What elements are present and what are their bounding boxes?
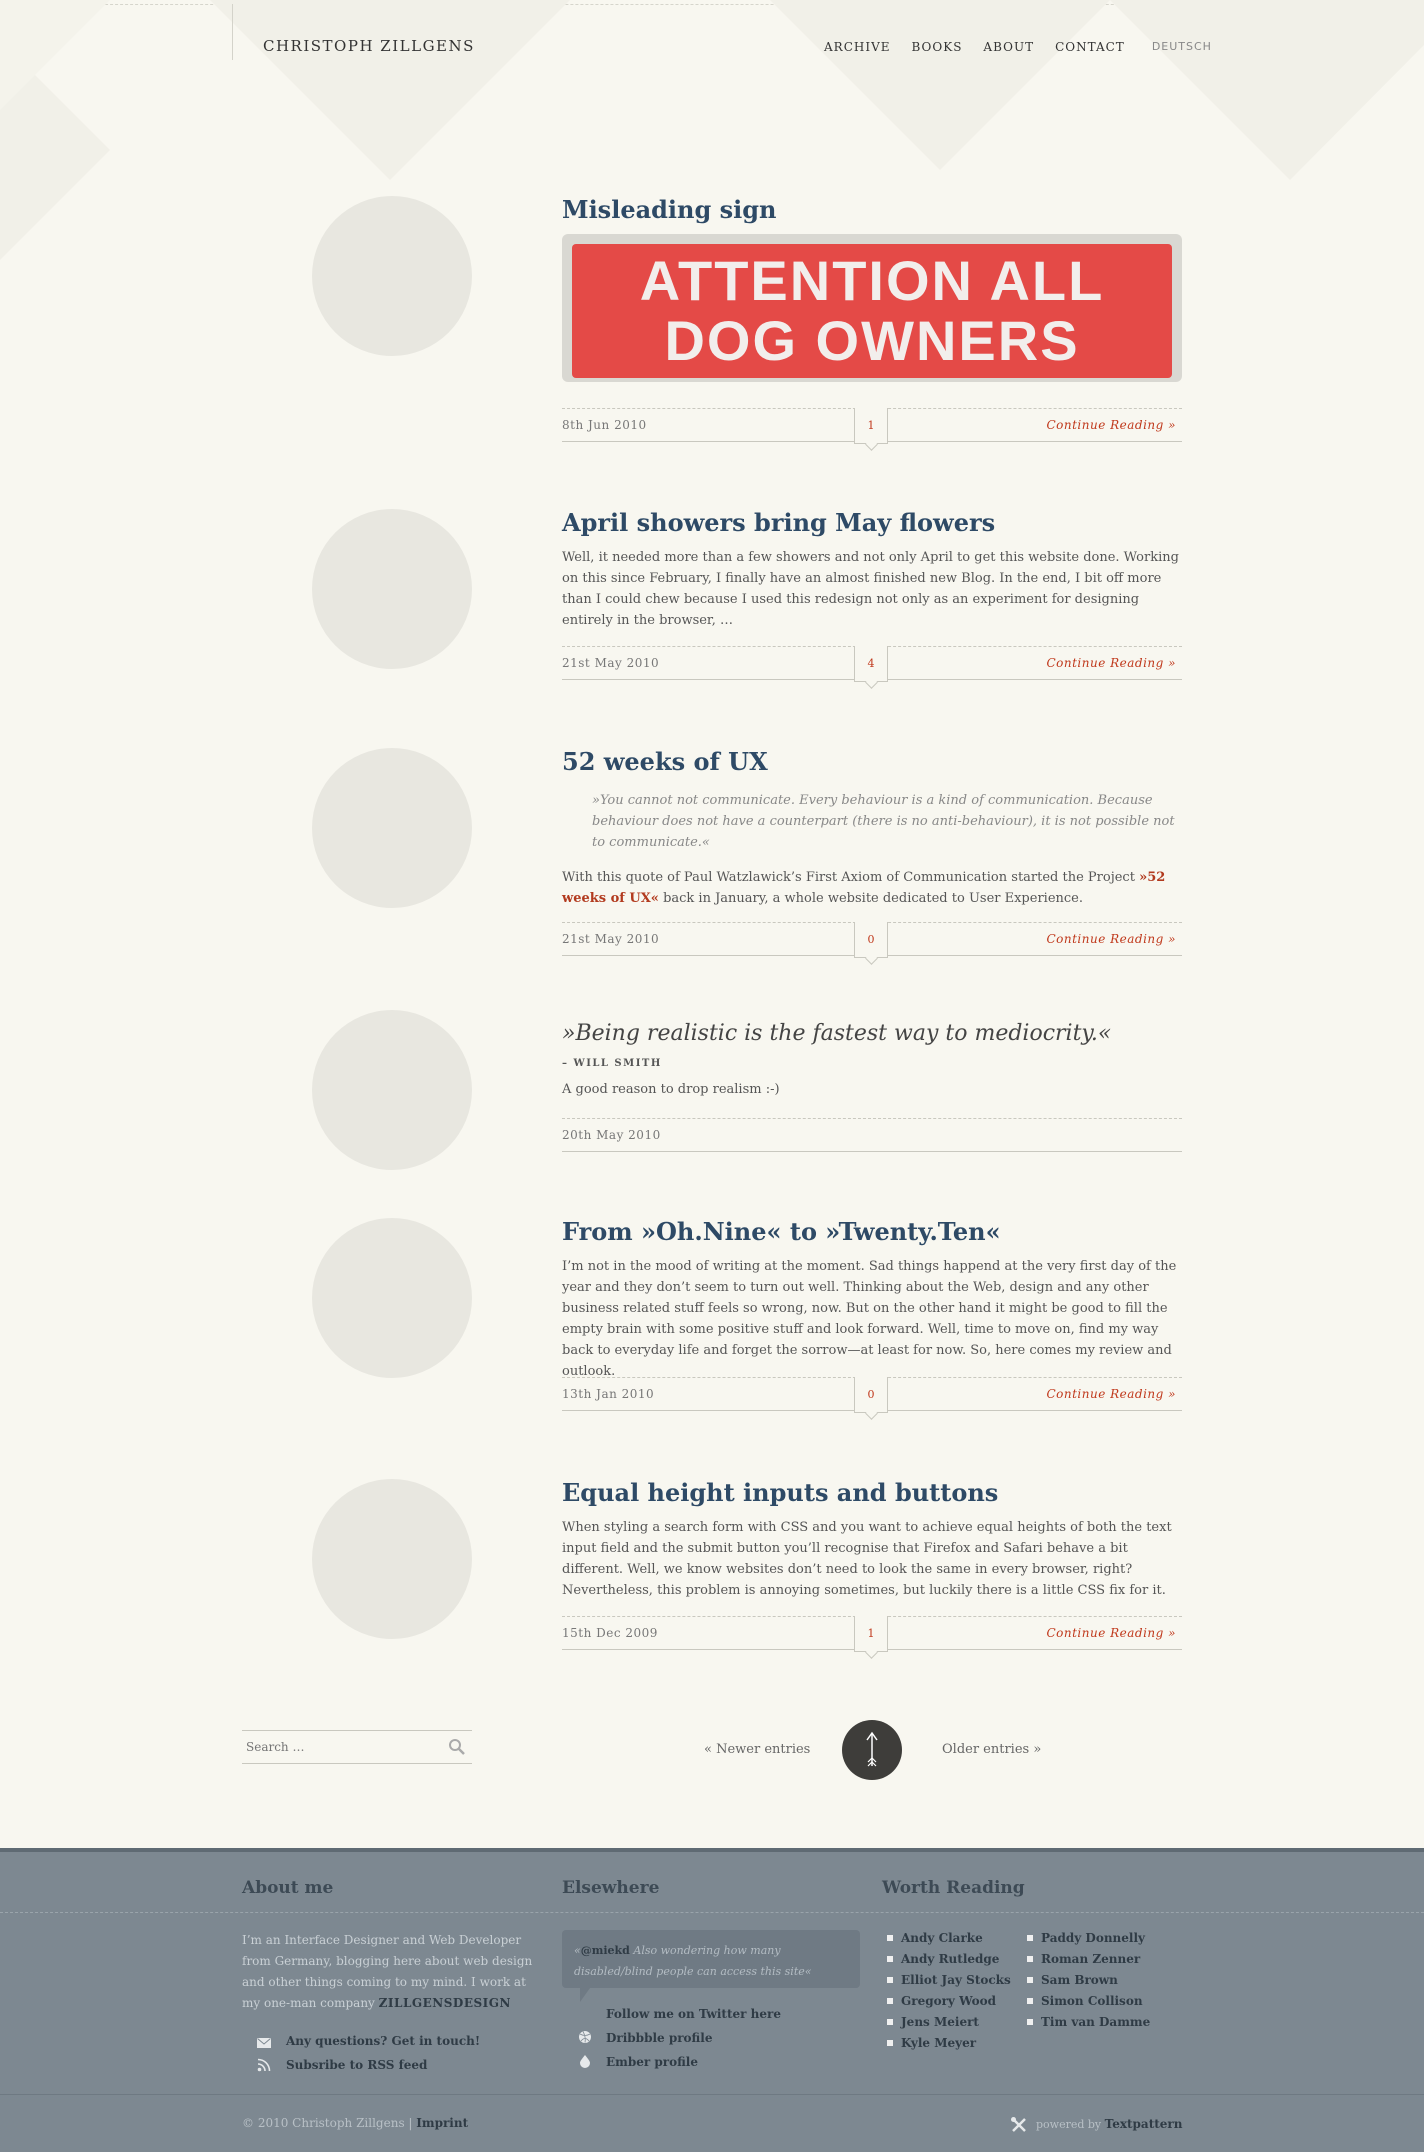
language-switch[interactable]: DEUTSCH: [1151, 40, 1212, 53]
nav-books[interactable]: BOOKS: [911, 40, 963, 54]
main-nav: [824, 40, 1212, 54]
excerpt-text: With this quote of Paul Watzlawick’s First Axiom of Communication started the Project: [562, 870, 1140, 885]
project-link[interactable]: »52 weeks of UX«: [562, 870, 1166, 906]
post-title[interactable]: Misleading sign: [562, 195, 777, 224]
rss-icon: [257, 2058, 271, 2072]
post-52-weeks-of-ux: [562, 746, 1182, 946]
nav-about[interactable]: ABOUT: [983, 40, 1035, 54]
post-title[interactable]: April showers bring May flowers: [562, 508, 996, 537]
reading-link[interactable]: Simon Collison: [1027, 1991, 1143, 2012]
post-meta: [562, 646, 1182, 680]
continue-reading-link[interactable]: Continue Reading »: [1046, 1626, 1176, 1640]
reading-link[interactable]: Andy Rutledge: [887, 1949, 999, 1970]
elsewhere-heading: Elsewhere: [562, 1878, 660, 1898]
post-april-showers: [562, 507, 1182, 670]
post-title[interactable]: »Being realistic is the fastest way to mediocrity.«: [562, 1021, 1112, 1046]
post-meta: [562, 1616, 1182, 1650]
comment-count-badge[interactable]: 0: [854, 922, 888, 958]
quote-author: – WILL SMITH: [562, 1058, 662, 1069]
search-form: [242, 1730, 472, 1764]
post-avatar: [312, 509, 472, 669]
comment-count-badge[interactable]: 0: [854, 1377, 888, 1413]
post-date: 8th Jun 2010: [562, 418, 647, 432]
textpattern-link[interactable]: Textpattern: [1104, 2117, 1183, 2131]
dribbble-icon: [578, 2030, 592, 2044]
site-footer: [0, 1848, 1424, 2152]
dribbble-link[interactable]: Dribbble profile: [606, 2031, 713, 2045]
continue-reading-link[interactable]: Continue Reading »: [1046, 932, 1176, 946]
post-meta: [562, 922, 1182, 956]
sign-red-panel: [572, 244, 1172, 378]
powered-by: [1010, 2116, 1182, 2134]
post-excerpt: I’m not in the mood of writing at the moment. Sad things happend at the very first day of the year and they don’t seem to turn out well. Thinking about the Web, design and any other business related stuff feels so wrong, now. But on the other hand it might be good to fill the empty brain with some positive stuff and look forward. Well, time to move on, find my way back to everyday life and forget the sorrow—at least for now. So, here comes my review and outlook.: [562, 1259, 1177, 1379]
reading-link[interactable]: Tim van Damme: [1027, 2012, 1150, 2033]
tools-icon: [1010, 2116, 1028, 2134]
post-equal-height-inputs: [562, 1477, 1182, 1640]
nav-contact[interactable]: CONTACT: [1055, 40, 1125, 54]
excerpt-text: back in January, a whole website dedicated to User Experience.: [658, 891, 1083, 906]
tweet-user[interactable]: @miekd: [580, 1944, 630, 1957]
reading-link[interactable]: Paddy Donnelly: [1027, 1928, 1145, 1949]
post-excerpt: Well, it needed more than a few showers and not only April to get this website done. Working on this since February, I finally have an almost finished new Blog. In the end, I bit off more than I could chew because I used this redesign not only as an experiment for designing entirely in the browser, …: [562, 550, 1179, 628]
post-excerpt: [562, 867, 1182, 909]
post-title[interactable]: Equal height inputs and buttons: [562, 1478, 999, 1507]
reading-link[interactable]: Andy Clarke: [887, 1928, 983, 1949]
about-body: I’m an Interface Designer and Web Developer from Germany, blogging here about web design and other things coming to my mind. I work at my one-man company: [242, 1933, 533, 2010]
post-avatar: [312, 196, 472, 356]
arrow-up-icon: [862, 1730, 882, 1770]
post-date: 13th Jan 2010: [562, 1387, 655, 1401]
post-excerpt: A good reason to drop realism :-): [562, 1082, 780, 1097]
continue-reading-link[interactable]: Continue Reading »: [1046, 418, 1176, 432]
comment-count-badge[interactable]: 1: [854, 1616, 888, 1652]
ember-link[interactable]: Ember profile: [606, 2055, 699, 2069]
post-avatar: [312, 1479, 472, 1639]
post-title[interactable]: From »Oh.Nine« to »Twenty.Ten«: [562, 1217, 1001, 1246]
post-excerpt: When styling a search form with CSS and you want to achieve equal heights of both the text input field and the submit button you’ll recognise that Firefox and Safari behave a bit different. Well, we know websites don’t need to look the same in every browser, right? Nevertheless, this problem is annoying sometimes, but luckily there is a little CSS fix for it.: [562, 1520, 1172, 1598]
company-link[interactable]: ZILLGENSDESIGN: [378, 1996, 511, 2010]
header-divider: [232, 4, 233, 60]
post-oh-nine-twenty-ten: [562, 1216, 1182, 1401]
reading-link[interactable]: Gregory Wood: [887, 1991, 996, 2012]
post-title[interactable]: 52 weeks of UX: [562, 747, 768, 776]
post-date: 20th May 2010: [562, 1128, 661, 1142]
search-input[interactable]: [242, 1731, 432, 1763]
sign-text-line-1: ATTENTION ALL: [639, 249, 1105, 312]
imprint-link[interactable]: Imprint: [416, 2116, 469, 2130]
post-blockquote: »You cannot not communicate. Every behaviour is a kind of communication. Because behaviour does not have a counterpart (there is no anti-behaviour), it is not possible not to communicate.«: [592, 793, 1175, 850]
reading-link[interactable]: Kyle Meyer: [887, 2033, 976, 2054]
powered-text: powered by: [1036, 2118, 1105, 2131]
post-date: 21st May 2010: [562, 656, 660, 670]
worth-reading-heading: Worth Reading: [882, 1878, 1025, 1898]
post-misleading-sign: [562, 194, 1182, 432]
post-meta: [562, 1377, 1182, 1411]
post-meta: [562, 408, 1182, 442]
comment-count-badge[interactable]: 4: [854, 646, 888, 682]
footer-dashed-line: [0, 1912, 1424, 1913]
rss-feed-link[interactable]: Subsribe to RSS feed: [286, 2058, 428, 2072]
nav-archive[interactable]: ARCHIVE: [824, 40, 891, 54]
comment-count-badge[interactable]: 1: [854, 408, 888, 444]
copyright: [242, 2116, 468, 2130]
contact-link[interactable]: Any questions? Get in touch!: [286, 2034, 481, 2048]
reading-link[interactable]: Jens Meiert: [887, 2012, 979, 2033]
post-quote-will-smith: [562, 1018, 1182, 1142]
post-date: 21st May 2010: [562, 932, 660, 946]
post-image-sign[interactable]: [562, 234, 1182, 382]
reading-link[interactable]: Elliot Jay Stocks: [887, 1970, 1011, 1991]
sign-text-line-2: DOG OWNERS: [664, 309, 1080, 372]
back-to-top-button[interactable]: [842, 1720, 902, 1780]
ember-icon: [578, 2054, 592, 2068]
reading-link[interactable]: Sam Brown: [1027, 1970, 1118, 1991]
latest-tweet: «@miekd Also wondering how many disabled/blind people can access this site«: [562, 1930, 860, 1988]
continue-reading-link[interactable]: Continue Reading »: [1046, 656, 1176, 670]
twitter-link[interactable]: Follow me on Twitter here: [606, 2007, 781, 2021]
post-avatar: [312, 1218, 472, 1378]
pagination-bar: [0, 1720, 1424, 1780]
post-meta: [562, 1118, 1182, 1152]
site-header: [0, 0, 1424, 70]
newer-entries-link[interactable]: « Newer entries: [704, 1742, 811, 1757]
footer-divider: [0, 2094, 1424, 2095]
continue-reading-link[interactable]: Continue Reading »: [1046, 1387, 1176, 1401]
older-entries-link[interactable]: Older entries »: [942, 1742, 1042, 1757]
reading-link[interactable]: Roman Zenner: [1027, 1949, 1140, 1970]
tweet-text: Also wondering how many disabled/blind people can access this site«: [574, 1944, 812, 1978]
site-title[interactable]: CHRISTOPH ZILLGENS: [263, 37, 475, 55]
search-icon[interactable]: [448, 1738, 466, 1756]
post-avatar: [312, 748, 472, 908]
post-avatar: [312, 1010, 472, 1170]
post-date: 15th Dec 2009: [562, 1626, 658, 1640]
about-heading: About me: [242, 1878, 334, 1898]
mail-icon: [257, 2038, 271, 2048]
about-text: [242, 1930, 542, 2014]
copyright-text: © 2010 Christoph Zillgens |: [242, 2116, 417, 2130]
